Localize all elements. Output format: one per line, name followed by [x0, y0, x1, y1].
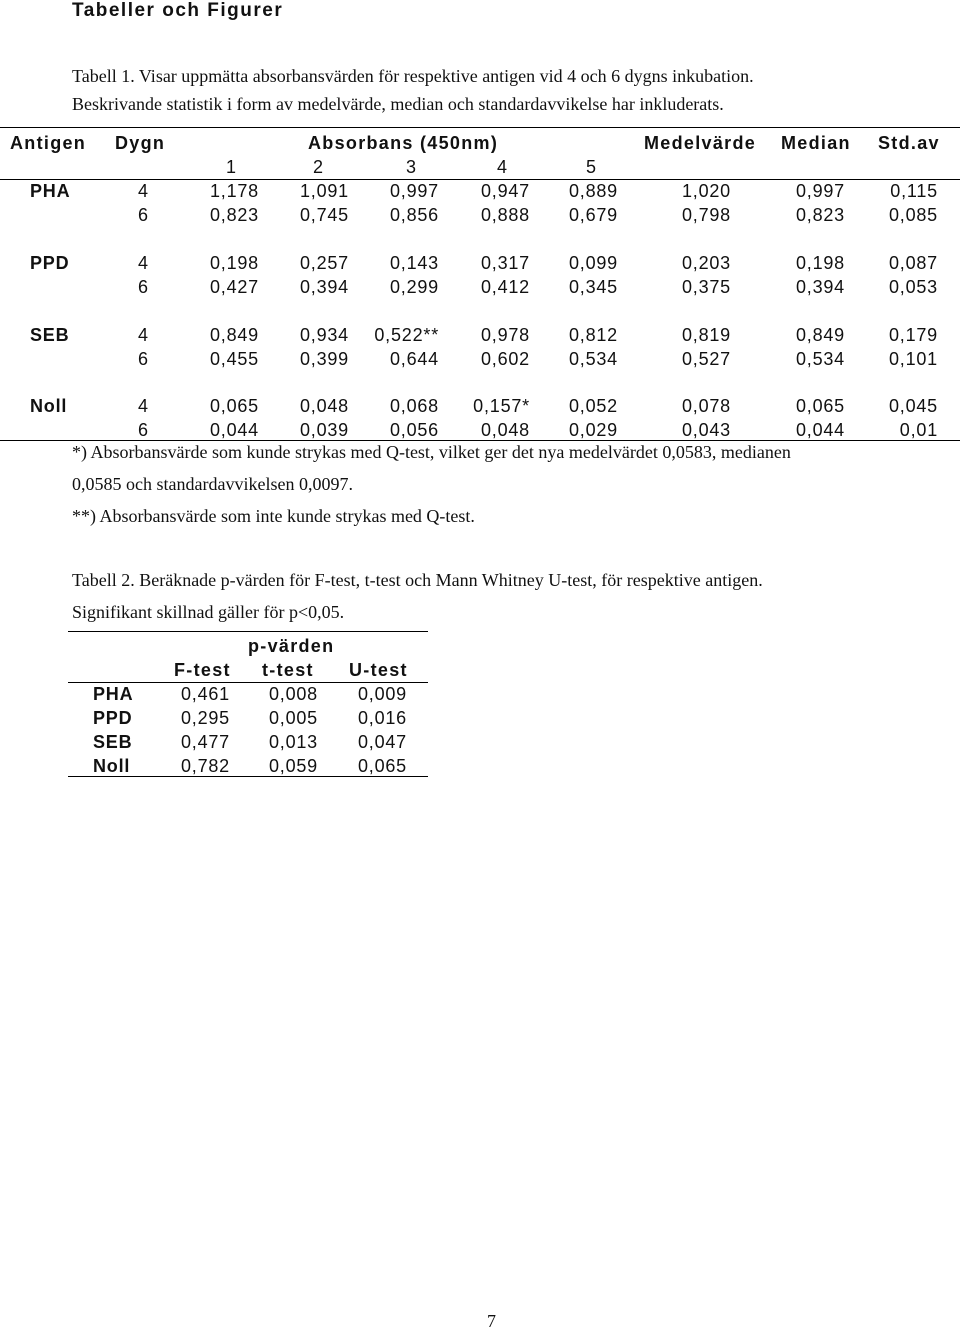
- table1-header-rule: [0, 179, 960, 180]
- p-value-cell: 0,047: [357, 732, 407, 752]
- absorbans-cell: 0,065: [209, 396, 259, 416]
- table2-antigen-label: PPD: [93, 708, 133, 728]
- absorbans-cell: 0,849: [209, 325, 259, 345]
- absorbans-cell: 0,157*: [473, 396, 530, 416]
- table1-caption: [72, 62, 754, 118]
- table2-caption-line: Tabell 2. Beräknade p-värden för F-test, t-test och Mann Whitney U-test, för respektive antigen.: [72, 570, 763, 590]
- replicate-label: 1: [226, 157, 237, 177]
- absorbans-cell: 1,178: [209, 181, 259, 201]
- header-median: Median: [781, 133, 851, 153]
- footnote-q-test-kept: **) Absorbansvärde som inte kunde strykas med Q-test.: [72, 506, 475, 526]
- footnote-q-test-removed-cont: 0,0585 och standardavvikelsen 0,0097.: [72, 474, 353, 494]
- footnote-q-test-removed: *) Absorbansvärde som kunde strykas med Q-test, vilket ger det nya medelvärdet 0,0583, medianen: [72, 442, 791, 462]
- absorbans-cell: 0,048: [480, 420, 530, 440]
- table2-col-u-test: U-test: [349, 660, 408, 680]
- p-value-cell: 0,013: [268, 732, 318, 752]
- absorbans-cell: 0,099: [568, 253, 618, 273]
- page-heading: Tabeller och Figurer: [72, 0, 284, 21]
- table2-header-rule: [68, 682, 428, 683]
- p-value-cell: 0,477: [180, 732, 230, 752]
- antigen-label: SEB: [30, 325, 70, 345]
- p-value-cell: 0,009: [357, 684, 407, 704]
- dygn-cell: 6: [138, 420, 149, 440]
- header-dygn: Dygn: [115, 133, 166, 153]
- mean-cell: 0,078: [681, 396, 731, 416]
- absorbans-cell: 0,522**: [374, 325, 439, 345]
- sd-cell: 0,01: [899, 420, 938, 440]
- median-cell: 0,534: [795, 349, 845, 369]
- sd-cell: 0,085: [888, 205, 938, 225]
- absorbans-cell: 0,399: [299, 349, 349, 369]
- absorbans-cell: 0,068: [389, 396, 439, 416]
- dygn-cell: 6: [138, 349, 149, 369]
- mean-cell: 0,043: [681, 420, 731, 440]
- sd-cell: 0,053: [888, 277, 938, 297]
- antigen-label: Noll: [30, 396, 68, 416]
- absorbans-cell: 0,997: [389, 181, 439, 201]
- dygn-cell: 4: [138, 396, 149, 416]
- replicate-label: 4: [497, 157, 508, 177]
- absorbans-cell: 0,052: [568, 396, 618, 416]
- table2-top-rule: [68, 631, 428, 632]
- replicate-label: 2: [313, 157, 324, 177]
- absorbans-cell: 0,029: [568, 420, 618, 440]
- absorbans-cell: 0,534: [568, 349, 618, 369]
- header-std-av: Std.av: [878, 133, 940, 153]
- median-cell: 0,198: [795, 253, 845, 273]
- median-cell: 0,823: [795, 205, 845, 225]
- header-antigen: Antigen: [10, 133, 87, 153]
- p-value-cell: 0,008: [268, 684, 318, 704]
- table1-top-rule: [0, 127, 960, 128]
- sd-cell: 0,179: [888, 325, 938, 345]
- absorbans-cell: 0,198: [209, 253, 259, 273]
- table2-group-header: p-värden: [248, 636, 335, 656]
- mean-cell: 0,798: [681, 205, 731, 225]
- table2-col-f-test: F-test: [174, 660, 231, 680]
- absorbans-cell: 0,143: [389, 253, 439, 273]
- mean-cell: 1,020: [681, 181, 731, 201]
- mean-cell: 0,203: [681, 253, 731, 273]
- absorbans-cell: 0,934: [299, 325, 349, 345]
- p-value-cell: 0,461: [180, 684, 230, 704]
- absorbans-cell: 0,299: [389, 277, 439, 297]
- absorbans-cell: 1,091: [299, 181, 349, 201]
- median-cell: 0,394: [795, 277, 845, 297]
- mean-cell: 0,819: [681, 325, 731, 345]
- absorbans-cell: 0,823: [209, 205, 259, 225]
- table2-col-t-test: t-test: [262, 660, 314, 680]
- dygn-cell: 4: [138, 325, 149, 345]
- dygn-cell: 4: [138, 181, 149, 201]
- table2-caption-line: Signifikant skillnad gäller för p<0,05.: [72, 602, 345, 622]
- sd-cell: 0,045: [888, 396, 938, 416]
- table1-caption-line: Tabell 1. Visar uppmätta absorbansvärden för respektive antigen vid 4 och 6 dygns inkubation.: [72, 66, 754, 86]
- median-cell: 0,997: [795, 181, 845, 201]
- table2-antigen-label: SEB: [93, 732, 133, 752]
- p-value-cell: 0,295: [180, 708, 230, 728]
- median-cell: 0,849: [795, 325, 845, 345]
- absorbans-cell: 0,644: [389, 349, 439, 369]
- absorbans-cell: 0,039: [299, 420, 349, 440]
- header-medelvarde: Medelvärde: [644, 133, 757, 153]
- p-value-cell: 0,016: [357, 708, 407, 728]
- absorbans-cell: 0,947: [480, 181, 530, 201]
- absorbans-cell: 0,044: [209, 420, 259, 440]
- mean-cell: 0,375: [681, 277, 731, 297]
- table2-antigen-label: PHA: [93, 684, 134, 704]
- absorbans-cell: 0,679: [568, 205, 618, 225]
- absorbans-cell: 0,048: [299, 396, 349, 416]
- antigen-label: PHA: [30, 181, 71, 201]
- absorbans-cell: 0,056: [389, 420, 439, 440]
- sd-cell: 0,101: [888, 349, 938, 369]
- p-value-cell: 0,782: [180, 756, 230, 776]
- table2-caption: [72, 566, 763, 626]
- table2-antigen-label: Noll: [93, 756, 131, 776]
- absorbans-cell: 0,745: [299, 205, 349, 225]
- absorbans-cell: 0,889: [568, 181, 618, 201]
- antigen-label: PPD: [30, 253, 70, 273]
- p-value-cell: 0,005: [268, 708, 318, 728]
- absorbans-cell: 0,412: [480, 277, 530, 297]
- absorbans-cell: 0,978: [480, 325, 530, 345]
- absorbans-cell: 0,257: [299, 253, 349, 273]
- dygn-cell: 6: [138, 205, 149, 225]
- sd-cell: 0,115: [890, 181, 938, 201]
- median-cell: 0,065: [795, 396, 845, 416]
- replicate-label: 3: [406, 157, 417, 177]
- absorbans-cell: 0,394: [299, 277, 349, 297]
- absorbans-cell: 0,812: [568, 325, 618, 345]
- p-value-cell: 0,059: [268, 756, 318, 776]
- median-cell: 0,044: [795, 420, 845, 440]
- absorbans-cell: 0,856: [389, 205, 439, 225]
- absorbans-cell: 0,888: [480, 205, 530, 225]
- absorbans-cell: 0,427: [209, 277, 259, 297]
- dygn-cell: 4: [138, 253, 149, 273]
- absorbans-cell: 0,455: [209, 349, 259, 369]
- replicate-label: 5: [586, 157, 597, 177]
- absorbans-cell: 0,345: [568, 277, 618, 297]
- dygn-cell: 6: [138, 277, 149, 297]
- absorbans-cell: 0,602: [480, 349, 530, 369]
- absorbans-cell: 0,317: [480, 253, 530, 273]
- table1-caption-line: Beskrivande statistik i form av medelvärde, median och standardavvikelse har inkluderats.: [72, 94, 724, 114]
- header-absorbans: Absorbans (450nm): [308, 133, 499, 153]
- p-value-cell: 0,065: [357, 756, 407, 776]
- sd-cell: 0,087: [888, 253, 938, 273]
- page-number: 7: [487, 1311, 496, 1331]
- mean-cell: 0,527: [681, 349, 731, 369]
